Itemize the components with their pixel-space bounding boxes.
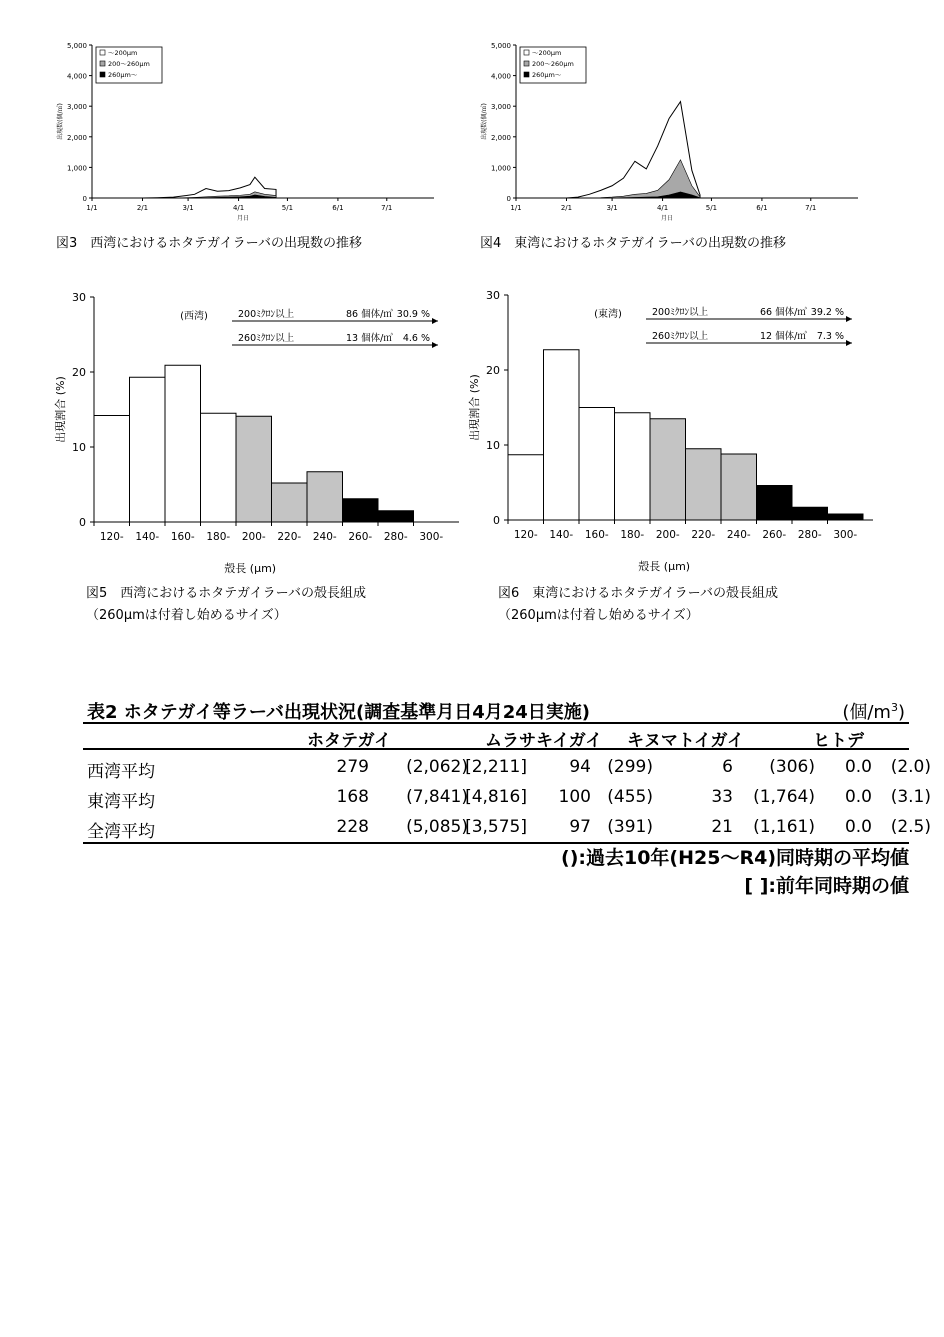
x-tick-label: 4/1 xyxy=(656,204,669,212)
murasaki-avg: (391) xyxy=(607,817,653,837)
header-hitode: ヒトデ xyxy=(813,731,864,751)
x-tick-label: 6/1 xyxy=(332,204,344,212)
annotation-arrowhead xyxy=(846,316,852,322)
x-tick-label: 220- xyxy=(691,529,716,541)
bar-160- xyxy=(579,408,615,521)
legend xyxy=(520,47,586,83)
murasaki-value: 100 xyxy=(558,787,591,807)
bar-220- xyxy=(686,449,722,520)
y-tick-label: 0 xyxy=(79,516,86,529)
legend-swatch xyxy=(100,61,105,66)
legend-swatch xyxy=(524,61,529,66)
annotation-pct: 7.3 % xyxy=(816,331,844,342)
x-tick-label: 260- xyxy=(348,531,373,543)
x-tick-label: 160- xyxy=(584,529,609,541)
y-axis-label: 出現割合 (%) xyxy=(54,376,67,443)
x-tick-label: 2/1 xyxy=(136,204,149,212)
y-axis-label: 出現数(個/㎥) xyxy=(481,103,488,140)
hotategai-value: 279 xyxy=(336,757,369,777)
hotategai-avg: (5,085) xyxy=(406,817,468,837)
kinuma-value: 6 xyxy=(722,757,733,777)
fig3-chart xyxy=(50,36,440,221)
y-tick-label: 5,000 xyxy=(66,42,87,50)
fig5-chart xyxy=(50,285,455,585)
table-row xyxy=(83,782,931,812)
x-tick-label: 280- xyxy=(797,529,822,541)
hitode-avg: (2.0) xyxy=(890,757,931,777)
annotation-value: 86 個体/㎥ xyxy=(346,309,393,320)
x-tick-label: 120- xyxy=(513,529,538,541)
x-tick-label: 240- xyxy=(312,531,337,543)
murasaki-avg: (455) xyxy=(607,787,653,807)
annotation-label: 260ﾐｸﾛﾝ以上 xyxy=(652,331,709,342)
x-tick-label: 5/1 xyxy=(705,204,718,212)
legend-swatch xyxy=(524,72,529,77)
y-tick-label: 5,000 xyxy=(490,42,511,50)
legend-swatch xyxy=(100,50,105,55)
unit-sup: 3 xyxy=(890,701,898,714)
y-tick-label: 2,000 xyxy=(66,133,87,142)
table-row xyxy=(83,812,931,842)
fig6-caption-2: （260μmは付着し始めるサイズ） xyxy=(498,608,699,623)
annotation-value: 66 個体/㎥ xyxy=(760,307,807,318)
bar-300- xyxy=(828,514,864,520)
table-title-row xyxy=(83,696,909,724)
fig4-chart xyxy=(474,36,864,221)
hitode-value: 0.0 xyxy=(844,817,872,837)
legend-label: 200～260μm xyxy=(108,60,150,68)
x-tick-label: 7/1 xyxy=(805,204,817,212)
row-name: 全湾平均 xyxy=(87,822,155,842)
x-tick-label: 200- xyxy=(241,531,266,543)
y-tick-label: 20 xyxy=(486,364,500,377)
x-tick-label: 1/1 xyxy=(86,204,98,212)
y-tick-label: 2,000 xyxy=(490,133,511,142)
y-axis-label: 出現数(個/㎥) xyxy=(57,103,64,140)
x-tick-label: 180- xyxy=(620,529,645,541)
x-tick-label: 1/1 xyxy=(510,204,522,212)
annotation-value: 12 個体/㎥ xyxy=(760,331,807,342)
legend-label: ～200μm xyxy=(108,49,138,57)
legend-swatch xyxy=(524,50,529,55)
y-tick-label: 20 xyxy=(72,366,86,379)
fig5-caption-1: 図5 西湾におけるホタテガイラーバの殻長組成 xyxy=(86,586,366,601)
kinuma-avg: (1,161) xyxy=(753,817,815,837)
x-tick-label: 200- xyxy=(655,529,680,541)
x-tick-label: 120- xyxy=(99,531,124,543)
x-tick-label: 160- xyxy=(170,531,195,543)
murasaki-value: 97 xyxy=(569,817,591,837)
bar-280- xyxy=(378,511,414,522)
fig5-caption-2: （260μmは付着し始めるサイズ） xyxy=(86,608,287,623)
bar-120- xyxy=(94,416,130,523)
x-tick-label: 240- xyxy=(726,529,751,541)
x-tick-label: 300- xyxy=(833,529,858,541)
legend-label: ～200μm xyxy=(532,49,562,57)
x-axis-label: 月日 xyxy=(660,215,674,222)
table-row xyxy=(83,752,931,782)
murasaki-value: 94 xyxy=(569,757,591,777)
table-unit xyxy=(842,698,905,724)
x-tick-label: 5/1 xyxy=(281,204,294,212)
legend-label: 260μm～ xyxy=(108,71,138,79)
bar-280- xyxy=(792,507,828,520)
x-axis-label: 月日 xyxy=(236,215,250,222)
bar-200- xyxy=(650,419,686,520)
annotation-label: 200ﾐｸﾛﾝ以上 xyxy=(652,307,709,318)
y-tick-label: 0 xyxy=(493,514,500,527)
header-hotategai: ホタテガイ xyxy=(307,731,392,751)
x-tick-label: 6/1 xyxy=(756,204,768,212)
hotategai-avg: (2,062) xyxy=(406,757,468,777)
fig3-caption: 図3 西湾におけるホタテガイラーバの出現数の推移 xyxy=(56,236,362,251)
annotation xyxy=(594,306,852,346)
annotation-label: 260ﾐｸﾛﾝ以上 xyxy=(238,333,295,344)
bar-160- xyxy=(165,365,201,522)
bar-260- xyxy=(343,499,379,522)
y-tick-label: 10 xyxy=(72,441,86,454)
bar-180- xyxy=(201,413,237,522)
x-axis-label: 殻長 (μm) xyxy=(638,560,691,573)
kinuma-avg: (306) xyxy=(769,757,815,777)
table-body xyxy=(83,752,931,842)
y-tick-label: 1,000 xyxy=(66,164,87,173)
y-tick-label: 0 xyxy=(82,195,87,203)
bar-260- xyxy=(757,486,793,521)
x-tick-label: 280- xyxy=(383,531,408,543)
y-tick-label: 4,000 xyxy=(490,72,511,81)
kinuma-avg: (1,764) xyxy=(753,787,815,807)
unit-text: (個/m xyxy=(842,702,891,723)
hotategai-avg: (7,841) xyxy=(406,787,468,807)
bar-200- xyxy=(236,416,272,522)
table-title: 表2 ホタテガイ等ラーバ出現状況(調査基準月日4月24日実施) xyxy=(87,702,591,723)
y-tick-label: 30 xyxy=(486,289,500,302)
hotategai-value: 168 xyxy=(336,787,369,807)
x-tick-label: 220- xyxy=(277,531,302,543)
annotation-arrowhead xyxy=(432,342,438,348)
annotation-pct: 4.6 % xyxy=(402,333,430,344)
hitode-value: 0.0 xyxy=(844,787,872,807)
x-tick-label: 140- xyxy=(135,531,160,543)
bar-240- xyxy=(721,454,757,520)
larvae-table xyxy=(83,696,931,900)
annotation-pct: 30.9 % xyxy=(396,309,430,320)
x-tick-label: 3/1 xyxy=(606,204,618,212)
annotation xyxy=(180,308,438,348)
unit-close: ) xyxy=(897,702,905,723)
fig4-svg xyxy=(474,36,864,221)
bar-240- xyxy=(307,472,343,522)
legend-label: 200～260μm xyxy=(532,60,574,68)
hitode-avg: (2.5) xyxy=(890,817,931,837)
x-axis-label: 殻長 (μm) xyxy=(224,562,277,575)
annotation-region: (西湾) xyxy=(180,311,208,322)
fig6-svg xyxy=(464,283,874,583)
annotation-arrowhead xyxy=(432,318,438,324)
hitode-value: 0.0 xyxy=(844,757,872,777)
note-prev: [ ]:前年同時期の値 xyxy=(744,875,909,897)
row-name: 東湾平均 xyxy=(87,792,155,812)
x-tick-label: 300- xyxy=(419,531,444,543)
y-tick-label: 30 xyxy=(72,291,86,304)
y-tick-label: 3,000 xyxy=(490,103,511,112)
x-tick-label: 3/1 xyxy=(182,204,194,212)
y-tick-label: 1,000 xyxy=(490,164,511,173)
hotategai-prev: [3,575] xyxy=(465,817,527,837)
y-tick-label: 3,000 xyxy=(66,103,87,112)
kinuma-value: 33 xyxy=(711,787,733,807)
y-axis-label: 出現割合 (%) xyxy=(468,374,481,441)
murasaki-avg: (299) xyxy=(607,757,653,777)
x-tick-label: 4/1 xyxy=(232,204,245,212)
legend-label: 260μm～ xyxy=(532,71,562,79)
x-tick-label: 140- xyxy=(549,529,574,541)
table-header-row xyxy=(83,724,909,750)
x-tick-label: 7/1 xyxy=(381,204,393,212)
fig3-svg xyxy=(50,36,440,221)
fig6-caption-1: 図6 東湾におけるホタテガイラーバの殻長組成 xyxy=(498,586,778,601)
legend-swatch xyxy=(100,72,105,77)
hotategai-prev: [2,211] xyxy=(465,757,527,777)
bar-140- xyxy=(544,350,580,520)
note-avg: ():過去10年(H25～R4)同時期の平均値 xyxy=(561,847,909,869)
bar-220- xyxy=(272,483,308,522)
y-tick-label: 0 xyxy=(506,195,511,203)
fig6-chart xyxy=(464,283,874,583)
row-name: 西湾平均 xyxy=(87,762,155,782)
hotategai-prev: [4,816] xyxy=(465,787,527,807)
header-kinuma: キヌマトイガイ xyxy=(627,731,744,751)
bar-140- xyxy=(130,377,166,522)
header-murasaki: ムラサキイガイ xyxy=(485,731,603,751)
y-tick-label: 4,000 xyxy=(66,72,87,81)
x-tick-label: 180- xyxy=(206,531,231,543)
bar-120- xyxy=(508,455,544,520)
annotation-pct: 39.2 % xyxy=(810,307,844,318)
hotategai-value: 228 xyxy=(336,817,369,837)
annotation-value: 13 個体/㎥ xyxy=(346,333,393,344)
fig4-caption: 図4 東湾におけるホタテガイラーバの出現数の推移 xyxy=(480,236,786,251)
x-tick-label: 2/1 xyxy=(560,204,573,212)
annotation-arrowhead xyxy=(846,340,852,346)
bar-180- xyxy=(615,413,651,520)
y-tick-label: 10 xyxy=(486,439,500,452)
annotation-region: (東湾) xyxy=(594,309,622,320)
fig5-svg xyxy=(50,285,455,585)
kinuma-value: 21 xyxy=(711,817,733,837)
annotation-label: 200ﾐｸﾛﾝ以上 xyxy=(238,309,295,320)
x-tick-label: 260- xyxy=(762,529,787,541)
legend xyxy=(96,47,162,83)
hitode-avg: (3.1) xyxy=(890,787,931,807)
